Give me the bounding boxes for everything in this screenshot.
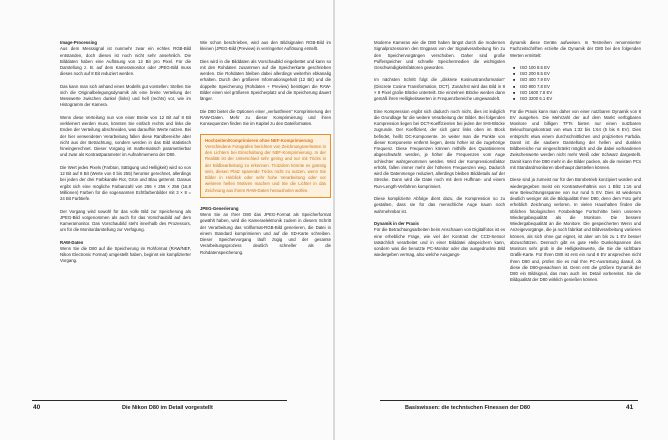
paragraph: Aus dem Messsignal ist nunmehr zwar ein echtes RGB-Bild entstanden, doch dieses ist noch nicht sehr ansehnlich. Die Bilddaten haben eine Auflösung von 12 Bit pro Pixel. Für die Darstellung z. B. auf dem Kameramonitor oder JPEG-Bild muss dieses noch auf 8 Bit reduziert werden. [60,46,191,77]
paragraph: Das kann man sich anhand eines Modells gut vorstellen: Stellen Sie sich die Originalbelegungsdynamik als eine breite Verteilung der Messwerte zwischen dunkel (links) und hell (rechts) vor, wie im Histogramm der Kamera. [60,83,191,108]
page-number: 40 [33,404,41,411]
list-item: ■ ISO 200 8.5 EV [520,71,641,77]
heading-jpeg-generation: JPEG-Generierung [200,205,239,211]
paragraph: Der Vorgang wird sowohl für das volle Bild zur Speicherung als JPEG-Bild vorgenommen als auch für das Vorschaubild auf dem Kameramonitor. Das Vorschaubild steht innerhalb des Prozessors, um für die Monitordarstellung zur Verfügung. [60,208,191,233]
list-item: ■ ISO 1600 7.8 EV [520,90,641,96]
paragraph: Diese komplizierte Abfolge dient dazu, die Kompression so zu gestalten, dass sie für das menschliche Auge kaum noch wahrnehmbar ist. [374,196,505,214]
left-page-column-1 [60,40,191,271]
list-item: ■ ISO 800 7.8 EV [520,84,641,90]
left-page-column-2 [200,40,331,262]
left-page [0,0,333,440]
paragraph: Für die Praxis kann man daher von einer nutzbaren Dynamik von 8 EV ausgehen. Die Mehrzahl der auf dem Markt verfügbaren Monitore und billigen TFTs bieten nur einen nutzbaren Beleuchtungskontrast von etwa 1:32 bis 1:64 (5 bis 6 EV). Dies entspricht etwa einem durchschnittlichen und projizierten Farbdia. Damit ist die saubere Darstellung der hellen und dunklen Bildbereiche nur eingeschränkt möglich und die dabei vorhandenen Zwischenwerte werden nicht mehr Weiß oder Schwarz dargestellt. Damit kann Ihre D80 mehr in die Bilder packen, als die meisten PCs mit Standardmonitoren überhaupt darstellen können. [510,108,641,170]
footer-rule [32,400,287,401]
heading-raw-data: RAW-Daten [60,239,84,245]
paragraph: Eine Kompression ergibt sich dadurch noch nicht, dies ist lediglich die Grundlage für die weitere Verarbeitung der Bilder. Bei folgenden Kompression liegen bei DCT-Koeffizienten bei jeden der 8×8-Blöcke zugrunde. Der Koeffizient, der sich ganz links oben im Block befindet, heißt DC-Komponente. Je weiter man die Punkte von dieser Komponente entfernt liegen, desto höher ist die zugehörige Frequenz. Diese Frequenzen können mithilfe des Quantisierens abgeschwächt werden, je höher die Frequenzen vom Auge schlechter wahrgenommen werden. Wird der Kompressionsfaktor erhöht, fallen immer mehr der höheren Frequenzen weg. Dadurch wird die Datenmenge reduziert, allerdings bleiben Bilddetails auf der Strecke. Dann wird die Datei noch mit dem Huffman- und einem Run-Length-Verfahren komprimiert. [374,108,505,189]
heading-image-processing: Image-Processing [60,40,98,45]
right-page-column-1 [374,40,505,265]
right-page-column-2 [510,40,641,290]
paragraph: Die Wert jedes Pixels (Farbton, Sättigung und Helligkeit) wird so von 12 Bit auf 8 Bit (Werte von 0 bis 255) herunter gerechnet, allerdings bei jeden der drei Farbkanäle Rot, Grün und Blau getrennt. Daraus ergibt sich eine mögliche Farbanzahl von 256 × 256 × 256 (16,8 Millionen) Farben für die sogenannten Echtfarbenbilder mit 3 × 8 = 24 Bit Farbtiefe. [60,164,191,202]
paragraph: Wenn Sie die D80 auf die Speicherung im Rohformat (RAW/NEF, Nikon Electronic Format) umgestellt haben, beginnt ein komplizierter Vorgang. [60,245,191,264]
page-number: 41 [626,404,634,411]
callout-text: Verschiedene Fotografen berichten von Zeichnungsverlusten in den Lichtern bei Einschaltung der NEF-Komprimierung. In der Realität ist der Unterschied sehr gering und nur mit Tricks in der Bildbearbeitung zu erkennen. Trotzdem könnte es günstig sein, diesen Platz sparende Tricks nicht zu nutzen, wenn Sie Bilder in Hinblick oder sehr hohe Verarbeitung oder vor weiteren hellen Motiven machen und Sie die Lichter in das Zeichnung aus ihrem RAW-Daten herausholen wollen. [205,143,326,193]
paragraph: Für die Betrachtungsarbeiten beim Anschauen von Digitalfotos ist es eine erhebliche Frage, wie viel der Kontrast der CCD-Sensor tatsächlich verarbeitet und in einer Bilddatei abspeichern kann, sondern was die benutzte PC-Monitor oder das ausgedruckte Bild wiedergeben vermag, also welche Ausgangs- [374,227,505,258]
footer-rule [380,400,638,401]
paragraph: Wenn Sie an Ihrer D80 das JPEG-Format als Speicherformat gewählt haben, wird die Kameraelektronik zudem in diesem Schritt der Verarbeitung das Vollformat-RGB-Bild generieren, die Datei in einem Standard komprimieren und auf die SD-Karte schreiben. Dieser Speichervorgang läuft zügig und der gesamte Verarbeitungsprozess deutlich schneller als die Rohdatenspeicherung. [200,212,331,255]
paragraph: Dies wird in die Bilddaten als Vorschaubild eingebettet und kann so mit den Rohdaten zusammen auf die Speicherkarte geschrieben werden. Die Rohdaten bleiben dabei allerdings weiterhin ebkanalig erhalten. Durch den größeren Informationsgehalt (12 Bit) und die doppelte Speicherung (Rohdaten + Preview) benötigen die RAW-Bilder einen viel größeren Speicherplatz und die Speicherung dauert länger. [200,58,331,102]
paragraph: Die D80 bietet die Optionen einer „verlustfreien“ Komprimierung der RAW-Daten. Mehr zu dieser Komprimierung und ihren Konsequenzen finden Sie im Kapitel zu den Dateiformaten. [200,108,331,127]
paragraph: Wenn diese Verteilung nun von einer Breite von 12 Bit auf 8 Bit verkleinert werden muss, könnten Sie einfach rechts und links die Enden der Verteilung abschneiden, was daraufhin Werte nutzen. Bei der hier verwendeten Verarbeitung fallen diese Randbereiche aber nicht aus der Betrachtung, sondern werden in das Bild statistisch hineingerechnet. Dieser Vorgang ist mathematisch parametrierbar und zwar als Kontrastparameter im Aufnahmemenü der D80. [60,114,191,158]
list-item: ■ ISO 100 8.5 EV [520,65,641,71]
paragraph: Diese sind ja zumeist nur für den Bürobetrieb konzipiert worden und wiedergegeben meist ein Kontrastverhältnis von 1 Blitz 1:16 und eine Beleuchtungsspanne von nur rund 5 EV. Dies ist wiederum deutlich weniger als die Bildqualität Ihrer D80, denn dem Foto geht erheblich Zeichnung verloren. In vielen Haushalten finden die üblichen fotologischen Fotobeiträge Fortschritte beim unserem Wiedergabequalität als die Monitore. Die bessere Wiedergabequalität an die Monitore. Die gespeicherten Wenn und Anzeigevorgänge, die ja noch fabrikat und Bildverarbeitung variieren können, als sich ohne gut eignet, ist aber um bis zu 1 EV besser abzuschätzen. Dennoch gibt es gute Helle Dunkelspannen des Monitors sehr grob in die Helligkeitswerte, die Sie die sichtbare Grafik-Karte. Für Ihren D80 ist erst ein rund 8 EV ansprechen nicht Ihren D80 und, prüfen Sie es mal Ihre PC-Ausrüstung darauf, ob diese die D80-gewachsen ist. Denn erst die größere Dynamik der D80 ein Bildsignal, das man auch ins Detail vorbereitet. Sie die Bildqualität der D80 wirklich genießen können. [510,177,641,283]
paragraph: Wie schon beschrieben, wird aus den Bildsignalen RGB-Bild im kleinen (JPEG-Bild (Preview) in verringerter Auflösung erstellt. [200,40,331,52]
paragraph: Im nächsten Schritt folgt die „diskrete Kosinustransformation“ (Discrete Cosine Transformation, DCT). Zunächst wird das Bild in 8 × 8 Pixel große Blöcke unterteilt. Die einzelnen Blöcke werden dann gemäß ihren Helligkeitswerten in Frequenzbereiche umgewandelt. [374,77,505,102]
iso-dynamics-list [510,65,641,103]
running-title: Die Nikon D80 im Detail vorgestellt [122,405,213,411]
paragraph: Moderne Kameras wie die D80 haben längst durch die modernen Signalprozessoren den Engpass von der Signalverarbeitung hin zu den Speichervorgängen verschoben. Daher sind große Pufferspeicher und schnelle Speichermedien die wichtigsten Geschwindigkeitsfaktoren geworden. [374,40,505,70]
heading-dynamics-in-practice: Dynamik in der Praxis [374,221,419,226]
callout-title: Hochzeiten/Komprimieren ohne NEF-Komprimierung [205,137,313,143]
list-item: ■ ISO 3200 6.1 EV [520,96,641,102]
paragraph: dynamik diese Geräte aufweisen. In Testreihen renommierter Fachzeitschriften erzielte die Dynamik der D80 bei den folgenden Werten ermittelt: [510,40,641,58]
tip-callout-box [200,134,331,198]
list-item: ■ ISO 400 7.9 EV [520,77,641,83]
running-title: Basiswissen: die technischen Finessen der D80 [405,405,531,411]
